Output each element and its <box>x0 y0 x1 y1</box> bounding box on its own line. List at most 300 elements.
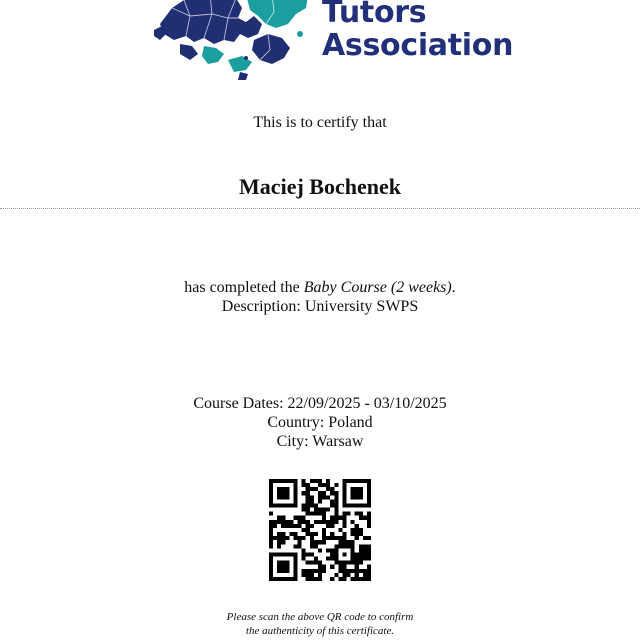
qr-module <box>293 565 297 569</box>
qr-module <box>293 544 297 548</box>
qr-module <box>306 573 310 577</box>
qr-module <box>306 495 310 499</box>
qr-module <box>306 483 310 487</box>
qr-module <box>302 569 306 573</box>
qr-module <box>277 540 281 544</box>
qr-module <box>306 499 310 503</box>
qr-module <box>310 532 314 536</box>
qr-module <box>334 548 338 552</box>
qr-module <box>314 569 318 573</box>
qr-module <box>269 540 273 544</box>
qr-module <box>355 524 359 528</box>
qr-module <box>293 495 297 499</box>
qr-module <box>306 528 310 532</box>
qr-module <box>367 512 371 516</box>
qr-module <box>306 491 310 495</box>
qr-module <box>302 528 306 532</box>
qr-module <box>351 495 355 499</box>
qr-module <box>326 520 330 524</box>
qr-module <box>298 520 302 524</box>
qr-module <box>326 483 330 487</box>
qr-module <box>338 561 342 565</box>
qr-module <box>298 516 302 520</box>
qr-module <box>363 569 367 573</box>
course-name: Baby Course (2 weeks) <box>303 279 452 296</box>
qr-module <box>289 577 293 581</box>
qr-module <box>367 520 371 524</box>
qr-module <box>289 524 293 528</box>
qr-module <box>326 479 330 483</box>
qr-module <box>293 524 297 528</box>
qr-module <box>330 491 334 495</box>
qr-module <box>347 561 351 565</box>
qr-module <box>314 577 318 581</box>
qr-module <box>326 548 330 552</box>
qr-module <box>347 544 351 548</box>
qr-module <box>306 520 310 524</box>
qr-module <box>269 552 273 556</box>
qr-module <box>342 544 346 548</box>
qr-module <box>359 552 363 556</box>
qr-module <box>351 532 355 536</box>
qr-module <box>281 532 285 536</box>
qr-module <box>281 536 285 540</box>
qr-module <box>338 528 342 532</box>
qr-module <box>322 483 326 487</box>
qr-module <box>351 548 355 552</box>
qr-module <box>342 532 346 536</box>
qr-module <box>367 483 371 487</box>
qr-module <box>285 487 289 491</box>
europe-map-icon <box>150 0 310 80</box>
qr-module <box>277 495 281 499</box>
qr-module <box>342 479 346 483</box>
qr-module <box>355 495 359 499</box>
qr-module <box>269 520 273 524</box>
qr-module <box>289 520 293 524</box>
qr-module <box>289 503 293 507</box>
qr-module <box>285 520 289 524</box>
qr-module <box>277 532 281 536</box>
qr-module <box>314 544 318 548</box>
qr-module <box>289 552 293 556</box>
qr-module <box>367 524 371 528</box>
qr-module <box>359 495 363 499</box>
qr-module <box>338 544 342 548</box>
course-city: City: Warsaw <box>276 433 364 450</box>
qr-module <box>338 540 342 544</box>
qr-module <box>269 524 273 528</box>
qr-module <box>330 503 334 507</box>
qr-module <box>351 561 355 565</box>
qr-module <box>277 569 281 573</box>
qr-module <box>314 520 318 524</box>
qr-module <box>363 573 367 577</box>
qr-module <box>334 495 338 499</box>
qr-module <box>359 544 363 548</box>
logo-line-1: Tutors <box>322 0 427 30</box>
qr-module <box>310 512 314 516</box>
qr-module <box>310 569 314 573</box>
qr-module <box>277 520 281 524</box>
qr-module <box>322 491 326 495</box>
qr-module <box>273 577 277 581</box>
qr-module <box>322 508 326 512</box>
completion-statement <box>0 278 640 316</box>
dotted-divider <box>0 208 640 209</box>
qr-module <box>314 512 318 516</box>
qr-module <box>347 573 351 577</box>
qr-module <box>302 536 306 540</box>
qr-module <box>306 487 310 491</box>
qr-module <box>334 516 338 520</box>
qr-module <box>330 487 334 491</box>
qr-module <box>318 508 322 512</box>
qr-module <box>355 577 359 581</box>
qr-module <box>285 552 289 556</box>
qr-module <box>310 544 314 548</box>
completed-suffix: . <box>451 279 456 296</box>
completed-prefix: has completed the <box>184 279 300 296</box>
qr-module <box>326 487 330 491</box>
qr-module <box>330 548 334 552</box>
qr-module <box>359 569 363 573</box>
qr-module <box>322 565 326 569</box>
course-dates: Course Dates: 22/09/2025 - 03/10/2025 <box>193 395 447 412</box>
qr-module <box>342 577 346 581</box>
qr-module <box>314 479 318 483</box>
qr-module <box>351 552 355 556</box>
qr-module <box>363 557 367 561</box>
qr-module <box>293 503 297 507</box>
qr-module <box>281 569 285 573</box>
qr-module <box>318 520 322 524</box>
qr-module <box>310 573 314 577</box>
qr-module <box>334 503 338 507</box>
qr-module <box>322 520 326 524</box>
qr-module <box>338 536 342 540</box>
qr-module <box>330 577 334 581</box>
qr-module <box>334 499 338 503</box>
qr-module <box>293 491 297 495</box>
qr-module <box>269 487 273 491</box>
qr-module <box>367 573 371 577</box>
qr-module <box>318 561 322 565</box>
qr-module <box>367 499 371 503</box>
qr-module <box>355 561 359 565</box>
qr-module <box>269 577 273 581</box>
qr-module <box>277 544 281 548</box>
qr-module <box>318 499 322 503</box>
qr-module <box>269 491 273 495</box>
qr-module <box>326 508 330 512</box>
qr-module <box>367 503 371 507</box>
completion-line <box>0 278 640 297</box>
qr-module <box>269 573 273 577</box>
qr-module <box>306 524 310 528</box>
qr-module <box>302 573 306 577</box>
qr-module <box>269 544 273 548</box>
qr-module <box>310 499 314 503</box>
qr-module <box>269 561 273 565</box>
qr-module <box>285 479 289 483</box>
qr-module <box>367 516 371 520</box>
qr-module <box>310 536 314 540</box>
qr-module <box>338 577 342 581</box>
qr-module <box>277 552 281 556</box>
qr-module <box>285 565 289 569</box>
qr-module <box>330 520 334 524</box>
qr-module <box>363 536 367 540</box>
verification-note <box>0 610 640 638</box>
qr-module <box>285 577 289 581</box>
qr-module <box>318 548 322 552</box>
qr-module <box>355 528 359 532</box>
qr-module <box>359 548 363 552</box>
qr-module <box>351 520 355 524</box>
qr-module <box>302 548 306 552</box>
qr-module <box>342 520 346 524</box>
qr-module <box>342 540 346 544</box>
qr-module <box>293 487 297 491</box>
qr-module <box>355 557 359 561</box>
qr-module <box>334 544 338 548</box>
qr-module <box>310 561 314 565</box>
qr-module <box>269 512 273 516</box>
qr-module <box>277 503 281 507</box>
qr-module <box>318 540 322 544</box>
qr-module <box>359 561 363 565</box>
qr-module <box>281 540 285 544</box>
qr-module <box>367 569 371 573</box>
qr-module <box>351 557 355 561</box>
qr-module <box>302 508 306 512</box>
qr-module <box>342 487 346 491</box>
qr-module <box>318 512 322 516</box>
qr-module <box>285 491 289 495</box>
qr-module <box>355 487 359 491</box>
qr-module <box>322 536 326 540</box>
qr-module <box>318 479 322 483</box>
qr-module <box>342 552 346 556</box>
qr-module <box>306 561 310 565</box>
qr-module <box>322 495 326 499</box>
logo-line-2: Association <box>322 28 514 63</box>
qr-module <box>351 544 355 548</box>
qr-module <box>342 573 346 577</box>
certify-intro: This is to certify that <box>253 114 387 131</box>
qr-module <box>363 479 367 483</box>
qr-module <box>314 532 318 536</box>
qr-module <box>314 557 318 561</box>
qr-module <box>359 532 363 536</box>
qr-module <box>334 483 338 487</box>
qr-module <box>351 487 355 491</box>
qr-module <box>314 503 318 507</box>
qr-module <box>298 536 302 540</box>
qr-module <box>269 536 273 540</box>
qr-module <box>322 532 326 536</box>
qr-module <box>330 516 334 520</box>
qr-module <box>314 561 318 565</box>
qr-module <box>310 540 314 544</box>
qr-module <box>281 491 285 495</box>
qr-module <box>342 499 346 503</box>
qr-module <box>347 569 351 573</box>
qr-module <box>281 479 285 483</box>
qr-module <box>269 532 273 536</box>
qr-module <box>342 483 346 487</box>
qr-module <box>342 512 346 516</box>
qr-module <box>330 552 334 556</box>
qr-module <box>269 499 273 503</box>
qr-module <box>318 573 322 577</box>
qr-module <box>293 573 297 577</box>
qr-module <box>367 552 371 556</box>
qr-module <box>310 479 314 483</box>
qr-code-icon <box>269 479 371 581</box>
qr-module <box>351 479 355 483</box>
qr-module <box>273 503 277 507</box>
qr-module <box>306 532 310 536</box>
qr-module <box>367 495 371 499</box>
qr-module <box>326 524 330 528</box>
qr-module <box>318 483 322 487</box>
qr-module <box>367 548 371 552</box>
qr-module <box>306 512 310 516</box>
verification-note-line-1: Please scan the above QR code to confirm <box>226 611 414 623</box>
qr-module <box>314 487 318 491</box>
qr-module <box>293 499 297 503</box>
qr-module <box>293 552 297 556</box>
qr-module <box>342 536 346 540</box>
qr-module <box>273 552 277 556</box>
verification-note-line-2: the authenticity of this certificate. <box>245 625 395 637</box>
qr-module <box>277 536 281 540</box>
qr-module <box>302 491 306 495</box>
qr-module <box>351 491 355 495</box>
qr-module <box>273 520 277 524</box>
qr-module <box>281 552 285 556</box>
qr-module <box>334 552 338 556</box>
qr-module <box>306 552 310 556</box>
qr-module <box>289 479 293 483</box>
qr-module <box>334 557 338 561</box>
qr-module <box>338 565 342 569</box>
qr-module <box>293 577 297 581</box>
qr-module <box>277 491 281 495</box>
qr-module <box>298 544 302 548</box>
qr-module <box>314 540 318 544</box>
qr-module <box>363 503 367 507</box>
qr-module <box>289 532 293 536</box>
qr-module <box>359 487 363 491</box>
qr-module <box>302 520 306 524</box>
qr-module <box>355 565 359 569</box>
qr-module <box>359 577 363 581</box>
qr-module <box>281 524 285 528</box>
qr-module <box>269 528 273 532</box>
qr-module <box>334 573 338 577</box>
qr-module <box>310 524 314 528</box>
recipient-name: Maciej Bochenek <box>239 174 401 199</box>
qr-module <box>351 569 355 573</box>
qr-module <box>351 540 355 544</box>
qr-module <box>355 512 359 516</box>
qr-module <box>355 532 359 536</box>
qr-module <box>322 569 326 573</box>
logo-wordmark <box>322 0 513 62</box>
qr-module <box>355 536 359 540</box>
qr-module <box>285 524 289 528</box>
qr-module <box>281 565 285 569</box>
qr-module <box>355 491 359 495</box>
qr-module <box>285 503 289 507</box>
qr-module <box>298 540 302 544</box>
qr-module <box>322 512 326 516</box>
qr-module <box>293 569 297 573</box>
organization-logo <box>0 0 640 82</box>
qr-module <box>302 479 306 483</box>
qr-module <box>302 483 306 487</box>
qr-module <box>347 512 351 516</box>
qr-module <box>293 516 297 520</box>
qr-module <box>342 503 346 507</box>
course-country: Country: Poland <box>267 414 373 431</box>
qr-module <box>342 491 346 495</box>
qr-module <box>273 479 277 483</box>
course-details <box>0 394 640 451</box>
qr-module <box>310 487 314 491</box>
qr-module <box>314 508 318 512</box>
qr-module <box>359 479 363 483</box>
qr-module <box>318 577 322 581</box>
qr-module <box>367 536 371 540</box>
qr-module <box>359 512 363 516</box>
qr-module <box>351 528 355 532</box>
qr-module <box>281 495 285 499</box>
qr-module <box>342 495 346 499</box>
qr-module <box>318 495 322 499</box>
qr-module <box>306 508 310 512</box>
qr-module <box>306 569 310 573</box>
qr-module <box>342 524 346 528</box>
qr-module <box>322 540 326 544</box>
qr-module <box>302 503 306 507</box>
qr-module <box>269 565 273 569</box>
qr-module <box>355 552 359 556</box>
qr-module <box>306 577 310 581</box>
qr-module <box>330 524 334 528</box>
qr-module <box>285 495 289 499</box>
qr-module <box>367 487 371 491</box>
qr-module <box>310 552 314 556</box>
qr-module <box>347 540 351 544</box>
qr-module <box>359 491 363 495</box>
qr-module <box>367 491 371 495</box>
qr-module <box>338 569 342 573</box>
qr-module <box>363 577 367 581</box>
qr-module <box>273 536 277 540</box>
qr-module <box>367 565 371 569</box>
qr-module <box>334 491 338 495</box>
qr-module <box>281 487 285 491</box>
qr-module <box>277 577 281 581</box>
qr-module <box>342 561 346 565</box>
qr-module <box>367 479 371 483</box>
qr-module <box>298 524 302 528</box>
qr-module <box>347 479 351 483</box>
